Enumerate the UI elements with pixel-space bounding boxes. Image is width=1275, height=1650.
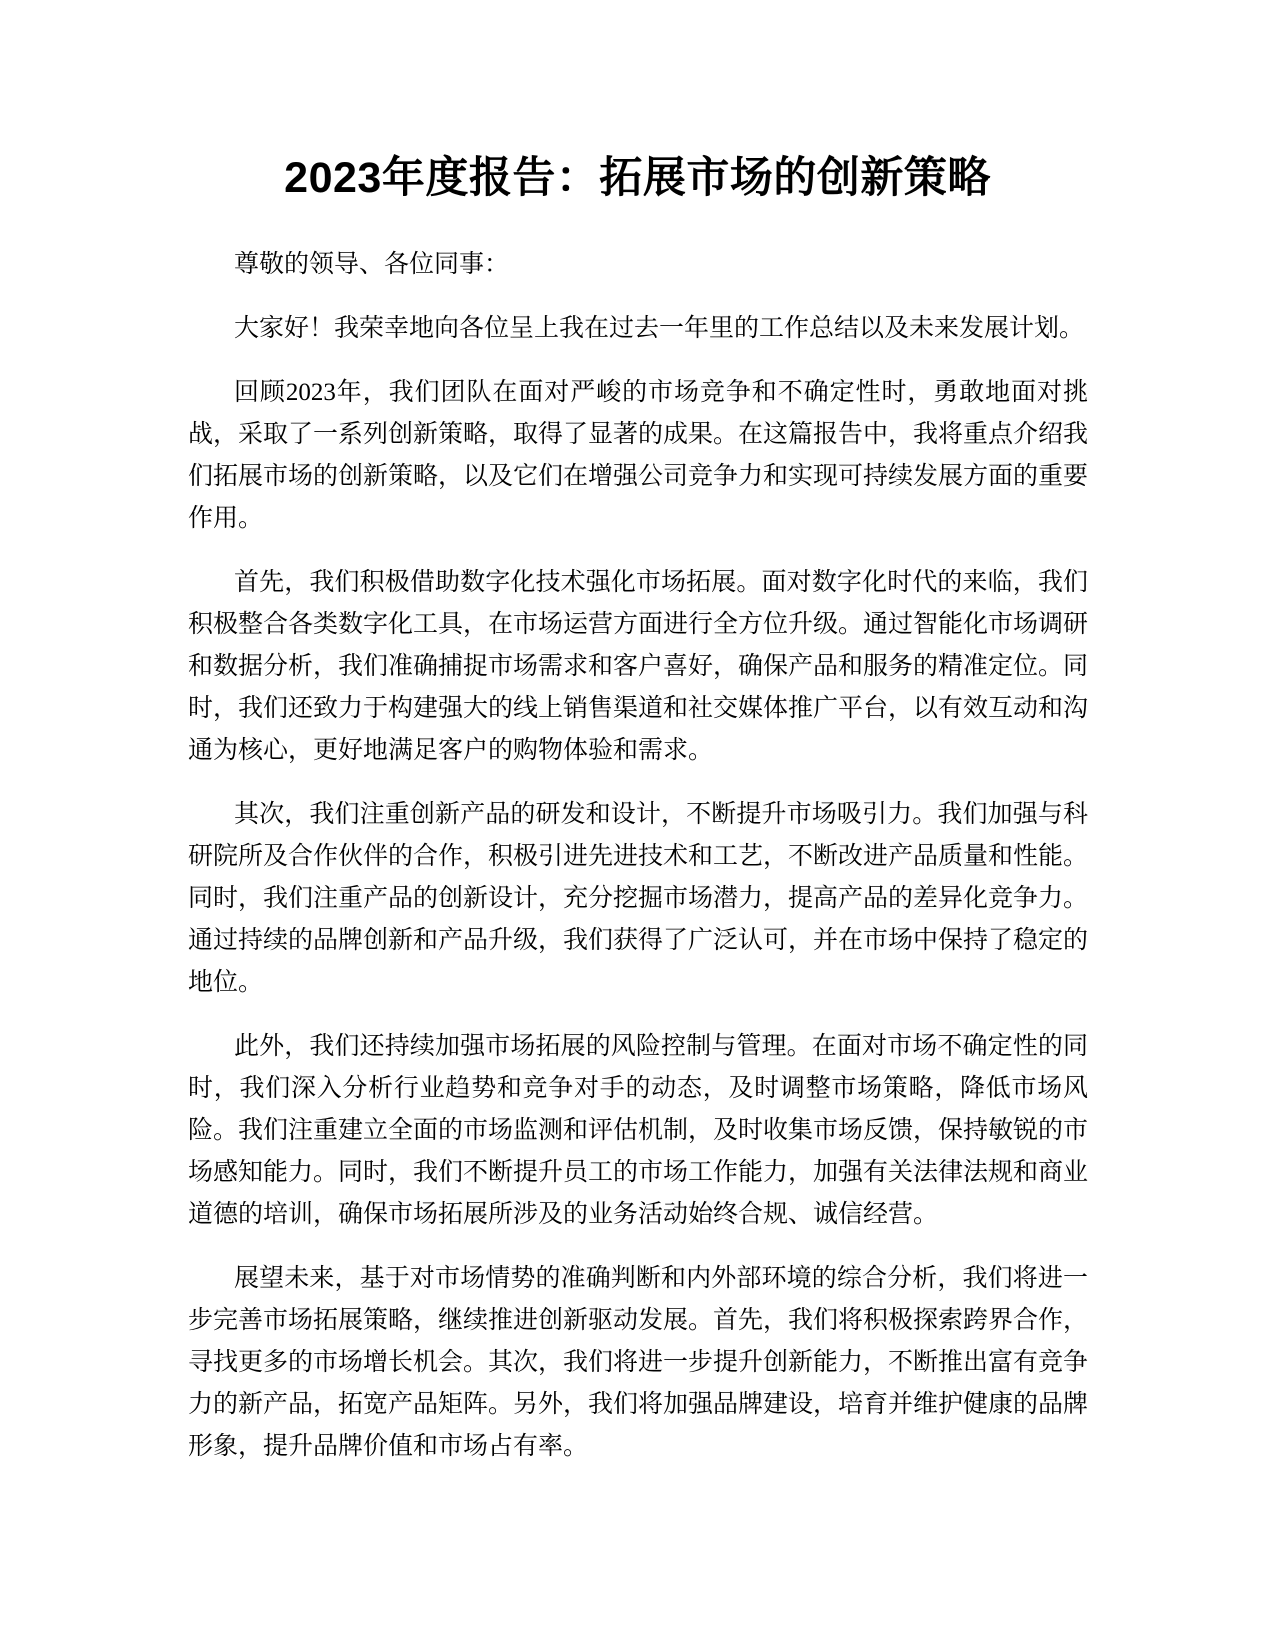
product-innovation-paragraph: 其次，我们注重创新产品的研发和设计，不断提升市场吸引力。我们加强与科研院所及合作伙伴的合作，积极引进先进技术和工艺，不断改进产品质量和性能。同时，我们注重产品的创新设计，充分挖掘市场潜力，提高产品的差异化竞争力。通过持续的品牌创新和产品升级，我们获得了广泛认可，并在市场中保持了稳定的地位。 bbox=[188, 801, 1089, 996]
digital-strategy-paragraph: 首先，我们积极借助数字化技术强化市场拓展。面对数字化时代的来临，我们积极整合各类数字化工具，在市场运营方面进行全方位升级。通过智能化市场调研和数据分析，我们准确捕捉市场需求和客户喜好，确保产品和服务的精准定位。同时，我们还致力于构建强大的线上销售渠道和社交媒体推广平台，以有效互动和沟通为核心，更好地满足客户的购物体验和需求。 bbox=[188, 569, 1089, 764]
page-title: 2023年度报告：拓展市场的创新策略 bbox=[284, 154, 991, 202]
salutation-paragraph: 尊敬的领导、各位同事： bbox=[234, 251, 510, 278]
document-body bbox=[188, 244, 1088, 1490]
review-paragraph: 回顾2023年，我们团队在面对严峻的市场竞争和不确定性时，勇敢地面对挑战，采取了一系列创新策略，取得了显著的成果。在这篇报告中，我将重点介绍我们拓展市场的创新策略，以及它们在增强公司竞争力和实现可持续发展方面的重要作用。 bbox=[188, 379, 1089, 532]
risk-control-paragraph: 此外，我们还持续加强市场拓展的风险控制与管理。在面对市场不确定性的同时，我们深入分析行业趋势和竞争对手的动态，及时调整市场策略，降低市场风险。我们注重建立全面的市场监测和评估机制，及时收集市场反馈，保持敏锐的市场感知能力。同时，我们不断提升员工的市场工作能力，加强有关法律法规和商业道德的培训，确保市场拓展所涉及的业务活动始终合规、诚信经营。 bbox=[188, 1033, 1089, 1228]
greeting-paragraph: 大家好！我荣幸地向各位呈上我在过去一年里的工作总结以及未来发展计划。 bbox=[234, 315, 1085, 342]
outlook-paragraph: 展望未来，基于对市场情势的准确判断和内外部环境的综合分析，我们将进一步完善市场拓展策略，继续推进创新驱动发展。首先，我们将积极探索跨界合作，寻找更多的市场增长机会。其次，我们将进一步提升创新能力，不断推出富有竞争力的新产品，拓宽产品矩阵。另外，我们将加强品牌建设，培育并维护健康的品牌形象，提升品牌价值和市场占有率。 bbox=[188, 1265, 1089, 1460]
